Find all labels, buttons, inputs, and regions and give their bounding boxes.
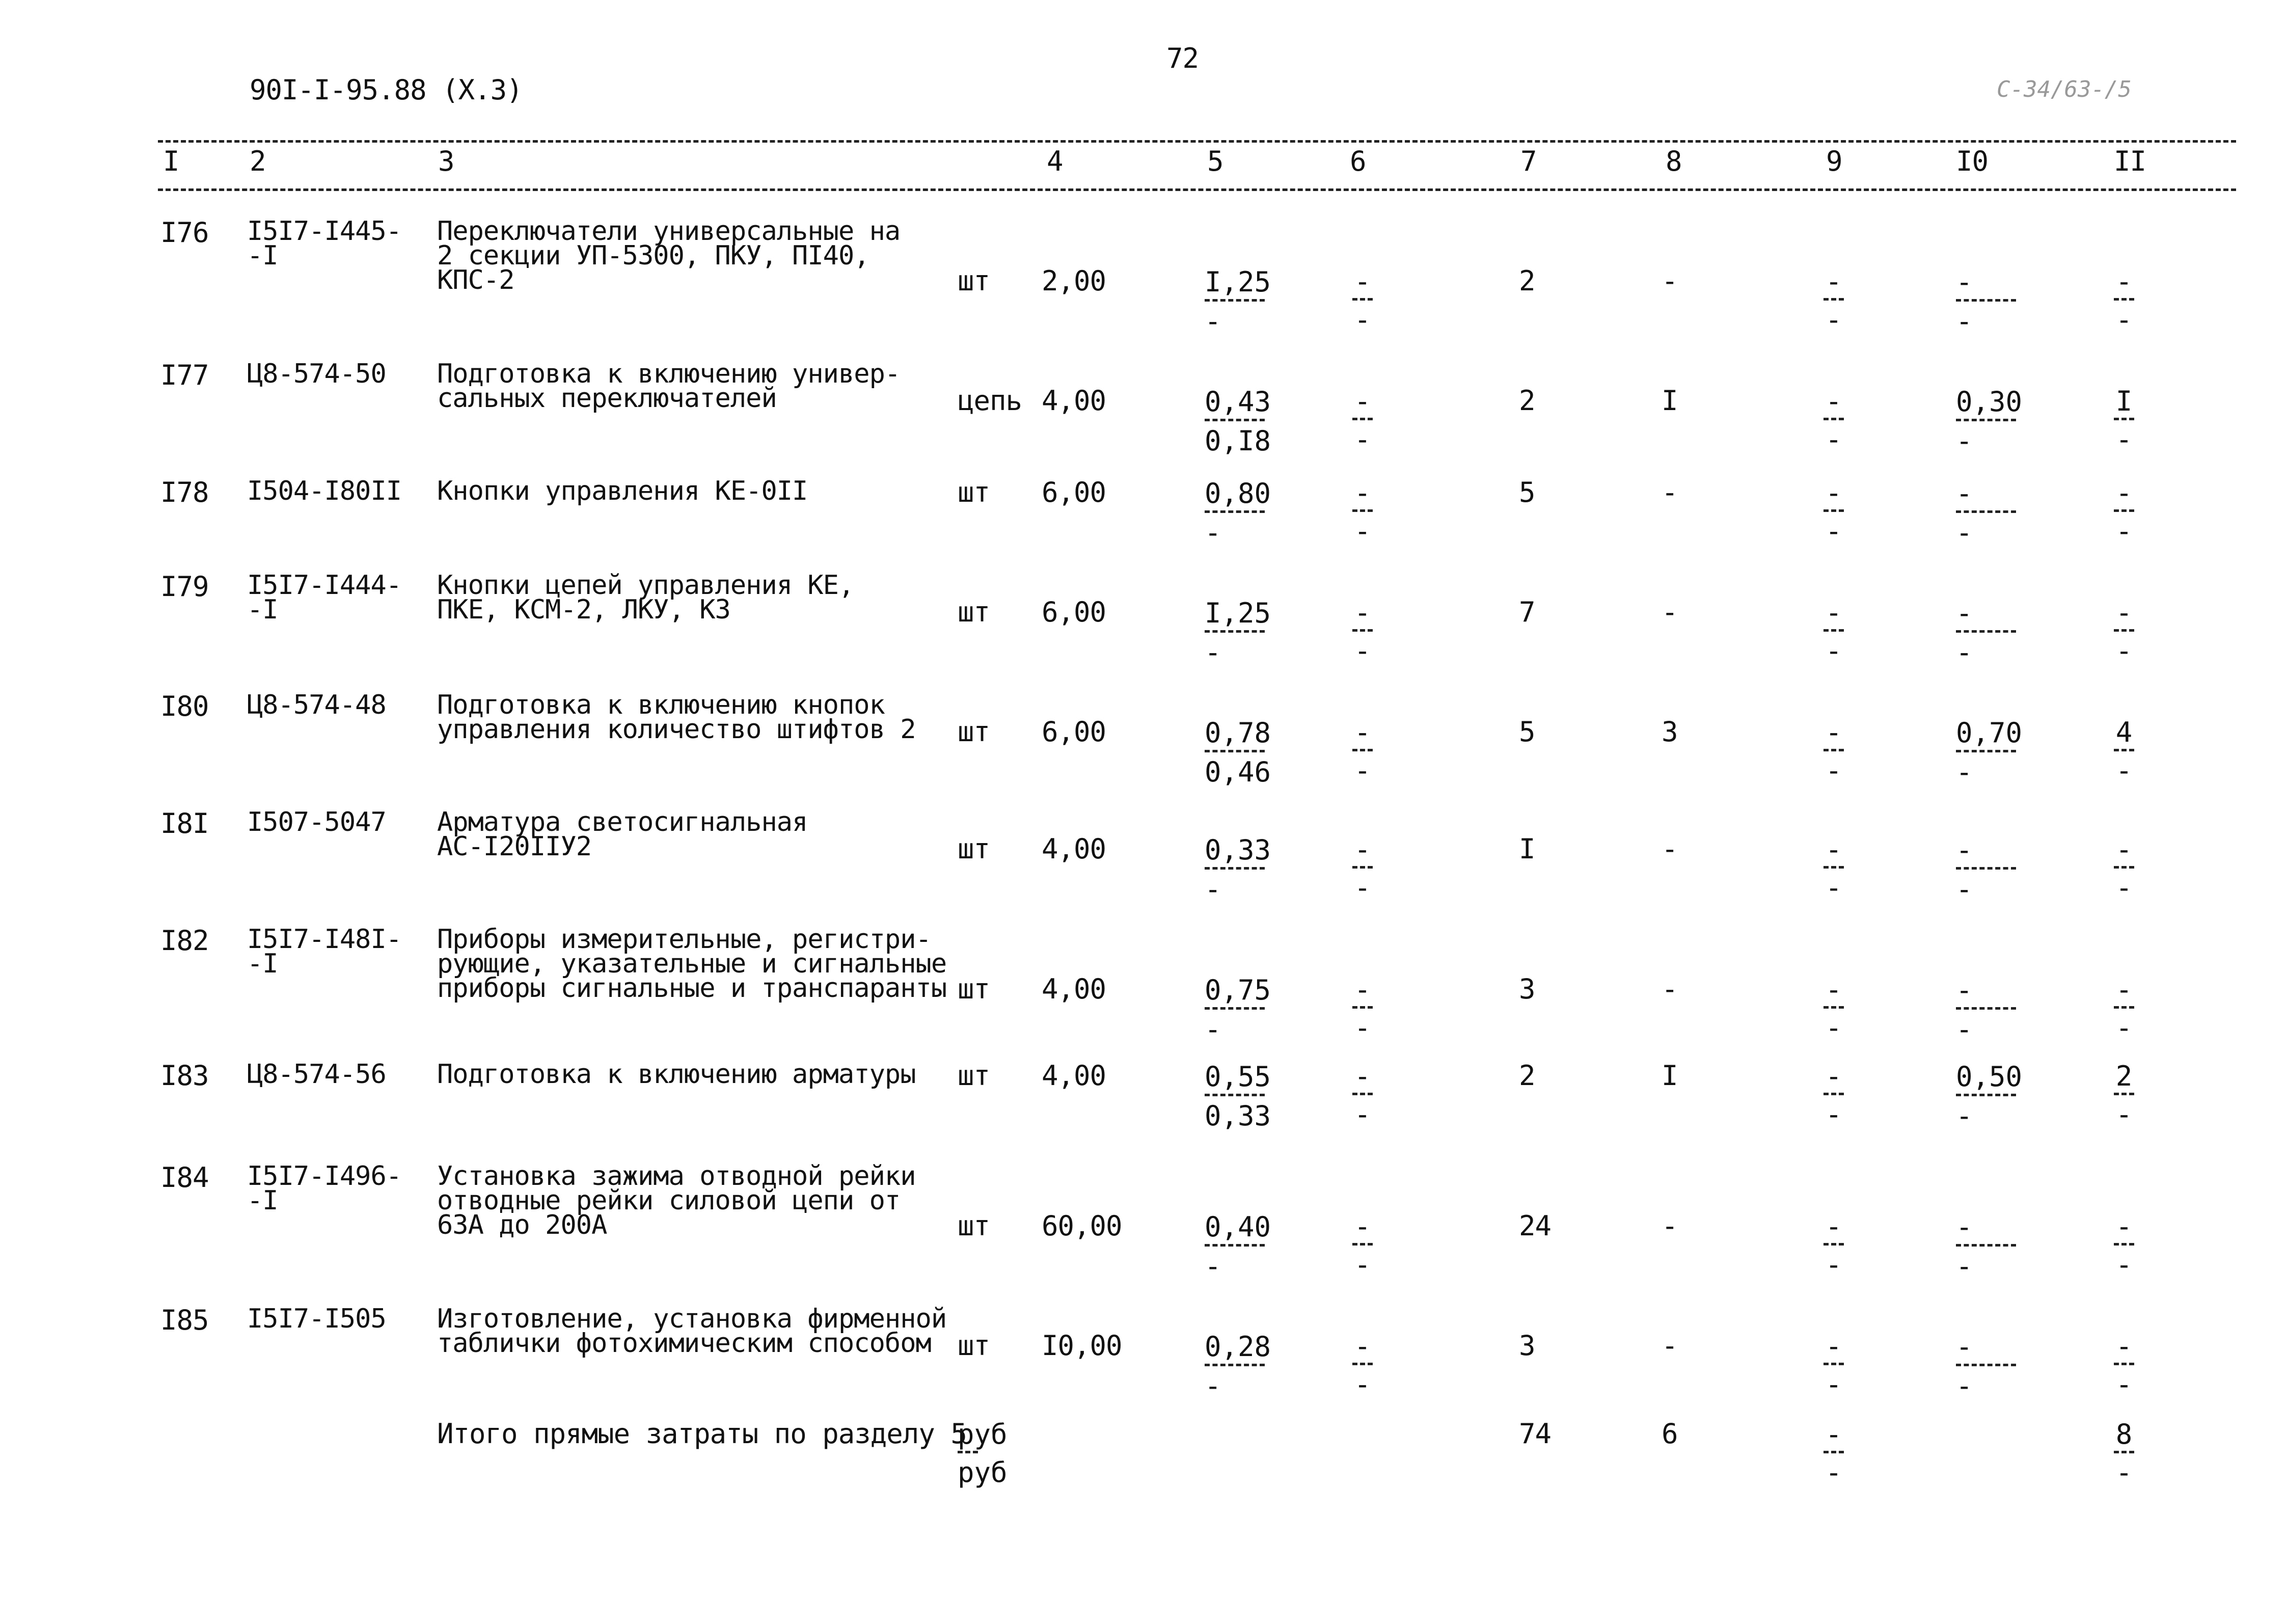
rate-code: I507-5047 <box>247 807 386 837</box>
col9-value: - - <box>1821 718 1846 785</box>
rate-code: Ц8-574-50 <box>247 359 386 389</box>
col7-value: 3 <box>1519 1330 1535 1362</box>
col11-value: - - <box>2111 267 2137 334</box>
quantity: 4,00 <box>1042 973 1106 1005</box>
column-header: 9 <box>1826 145 1842 177</box>
item-name: Изготовление, установка фирменной таблички фотохимическим способом <box>437 1304 947 1359</box>
rate-code: I504-I80II <box>247 476 402 506</box>
quantity: 60,00 <box>1042 1210 1122 1242</box>
quantity: 4,00 <box>1042 385 1106 417</box>
total-unit: руб руб <box>958 1418 1008 1488</box>
col9-value: - - <box>1821 976 1846 1042</box>
column-header: I <box>163 145 179 177</box>
column-header: 8 <box>1666 145 1682 177</box>
quantity: 6,00 <box>1042 476 1106 508</box>
col11-value: 2 - <box>2111 1062 2137 1129</box>
rate-code: Ц8-574-56 <box>247 1059 386 1090</box>
col9-value: - - <box>1821 1062 1846 1129</box>
col8-value: I <box>1662 1060 1678 1092</box>
unit: цепь <box>958 385 1022 417</box>
quantity: 2,00 <box>1042 265 1106 297</box>
quantity: 6,00 <box>1042 596 1106 628</box>
row-number: I83 <box>160 1060 209 1092</box>
col5-value: 0,40 - <box>1205 1211 1271 1282</box>
col8-value: - <box>1662 973 1678 1005</box>
col7-value: I <box>1519 833 1535 865</box>
col5-value: 0,80 - <box>1205 477 1271 549</box>
row-number: I79 <box>160 571 209 603</box>
rate-code: I5I7-I445- -I <box>247 216 402 271</box>
col11-value: - - <box>2111 479 2137 546</box>
col7-value: 2 <box>1519 265 1535 297</box>
col6-value: - - <box>1350 479 1375 546</box>
item-name: Арматура светосигнальная АС-I20IIУ2 <box>437 807 808 862</box>
row-number: I8I <box>160 807 209 840</box>
col9-value: - - <box>1821 479 1846 546</box>
col11-value: I - <box>2111 387 2137 454</box>
column-header: 5 <box>1207 145 1223 177</box>
total-col11: 8 - <box>2111 1420 2137 1487</box>
row-number: I84 <box>160 1161 209 1194</box>
col7-value: 24 <box>1519 1210 1552 1242</box>
col7-value: 5 <box>1519 716 1535 748</box>
page-number: 72 <box>1166 42 1199 74</box>
col5-value: 0,75 - <box>1205 974 1271 1045</box>
col8-value: - <box>1662 265 1678 297</box>
unit: шт <box>958 1060 990 1092</box>
item-name: Кнопки управления КЕ-0II <box>437 476 808 506</box>
col6-value: - - <box>1350 1062 1375 1129</box>
row-number: I80 <box>160 690 209 722</box>
unit: шт <box>958 716 990 748</box>
column-header: 2 <box>250 145 266 177</box>
unit: шт <box>958 1210 990 1242</box>
col10-value: 0,50 - <box>1956 1061 2023 1132</box>
item-name: Приборы измерительные, регистри- рующие, указательные и сигнальные приборы сигнальные и транспаранты <box>437 924 947 1004</box>
col5-value: 0,78 0,46 <box>1205 717 1271 788</box>
col10-value: 0,70 - <box>1956 717 2023 788</box>
col10-value: - - <box>1956 479 2022 548</box>
unit: шт <box>958 476 990 508</box>
item-name: Подготовка к включению универ- сальных переключателей <box>437 359 901 414</box>
col11-value: 4 - <box>2111 718 2137 785</box>
col8-value: 3 <box>1662 716 1678 748</box>
col8-value: - <box>1662 476 1678 508</box>
row-number: I77 <box>160 359 209 391</box>
col6-value: - - <box>1350 718 1375 785</box>
col6-value: - - <box>1350 599 1375 665</box>
rate-code: I5I7-I48I- -I <box>247 924 402 979</box>
column-header: 7 <box>1520 145 1537 177</box>
item-name: Установка зажима отводной рейки отводные рейки силовой цепи от 63А до 200А <box>437 1161 916 1240</box>
unit: шт <box>958 833 990 865</box>
column-header: I0 <box>1956 145 1989 177</box>
unit: шт <box>958 1330 990 1362</box>
col5-value: 0,43 0,I8 <box>1205 386 1271 457</box>
col6-value: - - <box>1350 1212 1375 1279</box>
col10-value: - - <box>1956 835 2022 904</box>
col11-value: - - <box>2111 835 2137 902</box>
rate-code: I5I7-I444- -I <box>247 570 402 625</box>
col8-value: - <box>1662 833 1678 865</box>
item-name: Подготовка к включению кнопок управления количество штифтов 2 <box>437 690 916 745</box>
col8-value: - <box>1662 1210 1678 1242</box>
total-label: Итого прямые затраты по разделу 5 <box>437 1418 967 1450</box>
col5-value: I,25 - <box>1205 266 1271 337</box>
unit: шт <box>958 596 990 628</box>
quantity: 6,00 <box>1042 716 1106 748</box>
col10-value: - - <box>1956 267 2022 336</box>
item-name: Кнопки цепей управления КЕ, ПКЕ, КСМ-2, ЛКУ, КЗ <box>437 570 854 625</box>
column-header: 3 <box>438 145 454 177</box>
header-bottom-rule <box>158 188 2236 191</box>
col5-value: 0,33 - <box>1205 834 1271 905</box>
rate-code: Ц8-574-48 <box>247 690 386 720</box>
document-code: 90I-I-95.88 (X.3) <box>250 74 523 106</box>
quantity: I0,00 <box>1042 1330 1122 1362</box>
col9-value: - - <box>1821 267 1846 334</box>
quantity: 4,00 <box>1042 833 1106 865</box>
col5-value: 0,55 0,33 <box>1205 1061 1271 1132</box>
unit: шт <box>958 265 990 297</box>
col9-value: - - <box>1821 1332 1846 1399</box>
col10-value: - - <box>1956 976 2022 1044</box>
col6-value: - - <box>1350 267 1375 334</box>
col10-value: - - <box>1956 1332 2022 1401</box>
item-name: Переключатели универсальные на 2 секции УП-5300, ПКУ, ПI40, КПС-2 <box>437 216 901 295</box>
col8-value: - <box>1662 596 1678 628</box>
col8-value: - <box>1662 1330 1678 1362</box>
col10-value: - - <box>1956 599 2022 667</box>
col7-value: 2 <box>1519 385 1535 417</box>
quantity: 4,00 <box>1042 1060 1106 1092</box>
total-col8: 6 <box>1662 1418 1678 1450</box>
col6-value: - - <box>1350 1332 1375 1399</box>
col11-value: - - <box>2111 976 2137 1042</box>
column-header: 4 <box>1047 145 1063 177</box>
col11-value: - - <box>2111 1332 2137 1399</box>
column-header: 6 <box>1350 145 1366 177</box>
col7-value: 3 <box>1519 973 1535 1005</box>
col10-value: 0,30 - <box>1956 386 2023 457</box>
item-name: Подготовка к включению арматуры <box>437 1059 916 1090</box>
col7-value: 7 <box>1519 596 1535 628</box>
col9-value: - - <box>1821 387 1846 454</box>
col8-value: I <box>1662 385 1678 417</box>
unit: шт <box>958 973 990 1005</box>
col9-value: - - <box>1821 599 1846 665</box>
total-col7: 74 <box>1519 1418 1552 1450</box>
col11-value: - - <box>2111 599 2137 665</box>
col7-value: 5 <box>1519 476 1535 508</box>
archive-stamp: С-34/63-/5 <box>1997 76 2132 102</box>
col6-value: - - <box>1350 835 1375 902</box>
row-number: I82 <box>160 925 209 957</box>
col5-value: 0,28 - <box>1205 1331 1271 1402</box>
col5-value: I,25 - <box>1205 597 1271 668</box>
col11-value: - - <box>2111 1212 2137 1279</box>
rate-code: I5I7-I505 <box>247 1304 386 1334</box>
header-top-rule <box>158 140 2236 143</box>
col9-value: - - <box>1821 835 1846 902</box>
row-number: I85 <box>160 1304 209 1336</box>
row-number: I76 <box>160 216 209 249</box>
col10-value: - - <box>1956 1212 2022 1281</box>
col7-value: 2 <box>1519 1060 1535 1092</box>
row-number: I78 <box>160 476 209 508</box>
col6-value: - - <box>1350 976 1375 1042</box>
col9-value: - - <box>1821 1212 1846 1279</box>
column-header: II <box>2114 145 2146 177</box>
rate-code: I5I7-I496- -I <box>247 1161 402 1216</box>
col6-value: - - <box>1350 387 1375 454</box>
total-col9: - - <box>1821 1420 1846 1487</box>
